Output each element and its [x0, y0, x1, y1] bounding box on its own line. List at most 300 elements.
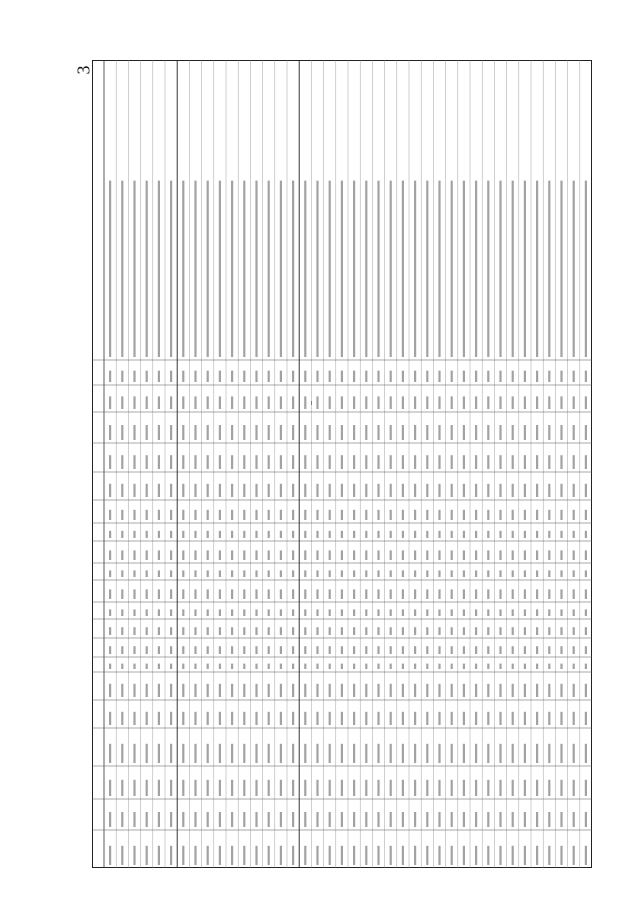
illegible-cell-text	[292, 589, 294, 599]
illegible-cell-text	[146, 484, 148, 497]
illegible-cell-text	[353, 684, 355, 697]
illegible-cell-text	[194, 646, 196, 654]
illegible-cell-text	[316, 181, 318, 357]
illegible-cell-text	[280, 609, 282, 616]
illegible-cell-text	[426, 396, 428, 409]
illegible-cell-text	[133, 425, 135, 440]
illegible-cell-text	[560, 664, 562, 669]
illegible-cell-text	[231, 425, 233, 440]
illegible-cell-text	[353, 712, 355, 725]
illegible-cell-text	[133, 846, 135, 865]
illegible-cell-text	[548, 812, 550, 827]
illegible-cell-text	[548, 627, 550, 635]
illegible-cell-text	[146, 531, 148, 538]
illegible-cell-text	[121, 744, 123, 763]
illegible-cell-text	[109, 570, 111, 577]
illegible-cell-text	[451, 664, 453, 669]
illegible-cell-text	[377, 646, 379, 654]
illegible-cell-text	[390, 425, 392, 440]
illegible-cell-text	[146, 627, 148, 635]
illegible-cell-text	[268, 396, 270, 409]
illegible-cell-text	[512, 455, 514, 469]
illegible-cell-text	[365, 712, 367, 725]
illegible-cell-text	[536, 609, 538, 616]
illegible-cell-text	[341, 627, 343, 635]
illegible-cell-text	[426, 371, 428, 382]
illegible-cell-text	[573, 684, 575, 697]
illegible-cell-text	[133, 664, 135, 669]
illegible-cell-text	[207, 780, 209, 796]
illegible-cell-text	[219, 425, 221, 440]
illegible-cell-text	[512, 646, 514, 654]
illegible-cell-text	[158, 371, 160, 382]
illegible-cell-text	[255, 484, 257, 497]
illegible-cell-text	[548, 484, 550, 497]
illegible-cell-text	[536, 646, 538, 654]
illegible-cell-text	[524, 425, 526, 440]
illegible-cell-text	[512, 684, 514, 697]
illegible-cell-text	[341, 550, 343, 560]
illegible-cell-text	[524, 455, 526, 469]
illegible-cell-text	[146, 664, 148, 669]
illegible-cell-text	[487, 684, 489, 697]
illegible-cell-text	[536, 712, 538, 725]
illegible-cell-text	[475, 570, 477, 577]
illegible-cell-text	[231, 455, 233, 469]
illegible-cell-text	[365, 570, 367, 577]
illegible-cell-text	[109, 181, 111, 357]
illegible-cell-text	[548, 684, 550, 697]
illegible-cell-text	[268, 550, 270, 560]
illegible-cell-text	[451, 684, 453, 697]
illegible-cell-text	[524, 780, 526, 796]
illegible-cell-text	[170, 589, 172, 599]
illegible-cell-text	[341, 609, 343, 616]
illegible-cell-text	[243, 744, 245, 763]
illegible-cell-text	[121, 812, 123, 827]
illegible-cell-text	[182, 531, 184, 538]
illegible-cell-text	[292, 744, 294, 763]
illegible-cell-text	[109, 510, 111, 520]
illegible-cell-text	[475, 609, 477, 616]
illegible-cell-text	[158, 589, 160, 599]
illegible-cell-text	[109, 646, 111, 654]
illegible-cell-text	[182, 396, 184, 409]
illegible-cell-text	[475, 744, 477, 763]
illegible-cell-text	[329, 455, 331, 469]
illegible-cell-text	[231, 664, 233, 669]
illegible-cell-text	[182, 425, 184, 440]
illegible-cell-text	[536, 396, 538, 409]
illegible-cell-text	[219, 550, 221, 560]
illegible-cell-text	[170, 646, 172, 654]
illegible-cell-text	[451, 780, 453, 796]
illegible-cell-text	[194, 371, 196, 382]
illegible-cell-text	[487, 455, 489, 469]
illegible-cell-text	[402, 181, 404, 357]
illegible-cell-text	[560, 812, 562, 827]
illegible-cell-text	[475, 712, 477, 725]
illegible-cell-text	[402, 684, 404, 697]
illegible-cell-text	[243, 550, 245, 560]
illegible-cell-text	[560, 609, 562, 616]
illegible-cell-text	[438, 484, 440, 497]
illegible-cell-text	[243, 455, 245, 469]
illegible-cell-text	[353, 589, 355, 599]
illegible-cell-text	[304, 371, 306, 382]
illegible-cell-text	[329, 531, 331, 538]
illegible-cell-text	[194, 684, 196, 697]
illegible-cell-text	[499, 589, 501, 599]
illegible-cell-text	[219, 531, 221, 538]
illegible-cell-text	[365, 589, 367, 599]
illegible-cell-text	[170, 531, 172, 538]
illegible-cell-text	[316, 531, 318, 538]
illegible-cell-text	[292, 455, 294, 469]
illegible-cell-text	[292, 531, 294, 538]
illegible-cell-text	[426, 627, 428, 635]
illegible-cell-text	[207, 744, 209, 763]
illegible-cell-text	[109, 627, 111, 635]
illegible-cell-text	[451, 570, 453, 577]
illegible-cell-text	[146, 181, 148, 357]
illegible-cell-text	[463, 627, 465, 635]
illegible-cell-text	[304, 484, 306, 497]
illegible-cell-text	[451, 589, 453, 599]
illegible-cell-text	[255, 812, 257, 827]
illegible-cell-text	[475, 627, 477, 635]
illegible-cell-text	[304, 550, 306, 560]
illegible-cell-text	[536, 664, 538, 669]
illegible-cell-text	[499, 425, 501, 440]
illegible-cell-text	[292, 780, 294, 796]
illegible-cell-text	[585, 812, 587, 827]
illegible-cell-text	[377, 371, 379, 382]
illegible-cell-text	[194, 510, 196, 520]
illegible-cell-text	[207, 531, 209, 538]
illegible-cell-text	[146, 684, 148, 697]
illegible-cell-text	[475, 396, 477, 409]
illegible-cell-text	[194, 531, 196, 538]
illegible-cell-text	[402, 846, 404, 865]
illegible-cell-text	[499, 396, 501, 409]
illegible-cell-text	[243, 609, 245, 616]
illegible-cell-text	[414, 425, 416, 440]
illegible-cell-text	[402, 664, 404, 669]
illegible-cell-text	[280, 812, 282, 827]
illegible-cell-text	[182, 744, 184, 763]
illegible-cell-text	[536, 812, 538, 827]
illegible-cell-text	[280, 510, 282, 520]
illegible-cell-text	[524, 627, 526, 635]
illegible-cell-text	[316, 846, 318, 865]
illegible-cell-text	[255, 712, 257, 725]
illegible-cell-text	[585, 846, 587, 865]
illegible-cell-text	[304, 425, 306, 440]
illegible-cell-text	[329, 550, 331, 560]
illegible-cell-text	[512, 609, 514, 616]
illegible-cell-text	[268, 531, 270, 538]
illegible-cell-text	[390, 371, 392, 382]
illegible-cell-text	[585, 744, 587, 763]
illegible-cell-text	[341, 484, 343, 497]
illegible-cell-text	[536, 627, 538, 635]
illegible-cell-text	[329, 646, 331, 654]
illegible-cell-text	[548, 846, 550, 865]
illegible-cell-text	[243, 396, 245, 409]
illegible-cell-text	[365, 646, 367, 654]
illegible-cell-text	[438, 646, 440, 654]
illegible-cell-text	[207, 550, 209, 560]
illegible-cell-text	[499, 371, 501, 382]
illegible-cell-text	[170, 780, 172, 796]
illegible-cell-text	[255, 684, 257, 697]
illegible-cell-text	[329, 812, 331, 827]
illegible-cell-text	[109, 744, 111, 763]
illegible-cell-text	[573, 570, 575, 577]
illegible-cell-text	[499, 627, 501, 635]
illegible-cell-text	[329, 181, 331, 357]
illegible-cell-text	[402, 646, 404, 654]
illegible-cell-text	[536, 846, 538, 865]
illegible-cell-text	[402, 744, 404, 763]
illegible-cell-text	[573, 531, 575, 538]
illegible-cell-text	[414, 396, 416, 409]
illegible-cell-text	[377, 744, 379, 763]
illegible-cell-text	[146, 425, 148, 440]
illegible-cell-text	[255, 846, 257, 865]
illegible-cell-text	[585, 780, 587, 796]
illegible-cell-text	[109, 589, 111, 599]
illegible-cell-text	[377, 664, 379, 669]
illegible-cell-text	[414, 570, 416, 577]
illegible-cell-text	[255, 646, 257, 654]
illegible-cell-text	[402, 396, 404, 409]
illegible-cell-text	[402, 712, 404, 725]
illegible-cell-text	[219, 396, 221, 409]
illegible-cell-text	[548, 531, 550, 538]
illegible-cell-text	[451, 455, 453, 469]
illegible-cell-text	[304, 510, 306, 520]
illegible-cell-text	[451, 484, 453, 497]
illegible-cell-text	[329, 780, 331, 796]
illegible-cell-text	[585, 181, 587, 357]
illegible-cell-text	[560, 712, 562, 725]
illegible-cell-text	[316, 744, 318, 763]
illegible-cell-text	[426, 550, 428, 560]
illegible-cell-text	[499, 531, 501, 538]
illegible-cell-text	[512, 664, 514, 669]
illegible-cell-text	[316, 609, 318, 616]
illegible-cell-text	[463, 396, 465, 409]
illegible-cell-text	[499, 684, 501, 697]
illegible-cell-text	[109, 371, 111, 382]
illegible-cell-text	[194, 812, 196, 827]
illegible-cell-text	[390, 181, 392, 357]
illegible-cell-text	[377, 846, 379, 865]
illegible-cell-text	[207, 664, 209, 669]
illegible-cell-text	[268, 627, 270, 635]
illegible-cell-text	[182, 780, 184, 796]
illegible-cell-text	[231, 812, 233, 827]
illegible-cell-text	[158, 627, 160, 635]
illegible-cell-text	[304, 780, 306, 796]
illegible-cell-text	[377, 396, 379, 409]
illegible-cell-text	[390, 550, 392, 560]
illegible-cell-text	[109, 684, 111, 697]
illegible-cell-text	[451, 425, 453, 440]
illegible-cell-text	[182, 812, 184, 827]
illegible-cell-text	[414, 510, 416, 520]
illegible-cell-text	[194, 744, 196, 763]
illegible-cell-text	[475, 780, 477, 796]
illegible-cell-text	[475, 484, 477, 497]
illegible-cell-text	[499, 664, 501, 669]
illegible-cell-text	[390, 609, 392, 616]
illegible-cell-text	[524, 550, 526, 560]
illegible-cell-text	[341, 646, 343, 654]
illegible-cell-text	[231, 550, 233, 560]
illegible-cell-text	[280, 455, 282, 469]
illegible-cell-text	[524, 510, 526, 520]
illegible-cell-text	[390, 646, 392, 654]
illegible-cell-text	[438, 627, 440, 635]
illegible-cell-text	[268, 712, 270, 725]
illegible-cell-text	[585, 531, 587, 538]
illegible-cell-text	[426, 455, 428, 469]
illegible-cell-text	[207, 455, 209, 469]
illegible-cell-text	[316, 712, 318, 725]
illegible-cell-text	[414, 627, 416, 635]
illegible-cell-text	[487, 570, 489, 577]
illegible-cell-text	[341, 712, 343, 725]
illegible-cell-text	[255, 510, 257, 520]
illegible-cell-text	[292, 812, 294, 827]
illegible-cell-text	[341, 812, 343, 827]
illegible-cell-text	[182, 589, 184, 599]
illegible-cell-text	[548, 550, 550, 560]
illegible-cell-text	[426, 570, 428, 577]
illegible-cell-text	[560, 531, 562, 538]
illegible-cell-text	[560, 589, 562, 599]
illegible-cell-text	[536, 780, 538, 796]
illegible-cell-text	[280, 664, 282, 669]
illegible-cell-text	[268, 609, 270, 616]
illegible-cell-text	[365, 627, 367, 635]
illegible-cell-text	[207, 181, 209, 357]
illegible-cell-text	[170, 510, 172, 520]
illegible-cell-text	[292, 570, 294, 577]
illegible-cell-text	[231, 609, 233, 616]
illegible-cell-text	[133, 646, 135, 654]
illegible-cell-text	[341, 664, 343, 669]
illegible-cell-text	[341, 684, 343, 697]
illegible-cell-text	[353, 510, 355, 520]
illegible-cell-text	[426, 646, 428, 654]
illegible-cell-text	[438, 609, 440, 616]
illegible-cell-text	[524, 684, 526, 697]
illegible-cell-text	[499, 812, 501, 827]
illegible-cell-text	[377, 181, 379, 357]
illegible-cell-text	[353, 846, 355, 865]
illegible-cell-text	[402, 589, 404, 599]
illegible-cell-text	[268, 684, 270, 697]
illegible-cell-text	[170, 684, 172, 697]
illegible-cell-text	[438, 846, 440, 865]
illegible-cell-text	[170, 425, 172, 440]
illegible-cell-text	[560, 510, 562, 520]
illegible-cell-text	[280, 570, 282, 577]
illegible-cell-text	[426, 744, 428, 763]
illegible-cell-text	[475, 664, 477, 669]
illegible-cell-text	[194, 396, 196, 409]
illegible-cell-text	[524, 371, 526, 382]
illegible-cell-text	[219, 371, 221, 382]
illegible-cell-text	[121, 712, 123, 725]
illegible-cell-text	[463, 531, 465, 538]
illegible-cell-text	[109, 425, 111, 440]
illegible-cell-text	[316, 371, 318, 382]
illegible-cell-text	[304, 812, 306, 827]
illegible-cell-text	[341, 570, 343, 577]
illegible-cell-text	[463, 646, 465, 654]
illegible-cell-text	[207, 712, 209, 725]
illegible-cell-text	[585, 664, 587, 669]
illegible-cell-text	[512, 627, 514, 635]
illegible-cell-text	[402, 455, 404, 469]
illegible-cell-text	[524, 609, 526, 616]
illegible-cell-text	[536, 371, 538, 382]
page-number: 3	[73, 65, 94, 75]
illegible-cell-text	[512, 484, 514, 497]
illegible-cell-text	[219, 712, 221, 725]
illegible-cell-text	[280, 589, 282, 599]
illegible-cell-text	[475, 846, 477, 865]
illegible-cell-text	[194, 664, 196, 669]
illegible-cell-text	[487, 664, 489, 669]
illegible-cell-text	[475, 455, 477, 469]
illegible-cell-text	[560, 570, 562, 577]
illegible-cell-text	[390, 570, 392, 577]
illegible-cell-text	[512, 531, 514, 538]
illegible-cell-text	[280, 712, 282, 725]
illegible-cell-text	[475, 589, 477, 599]
illegible-cell-text	[536, 589, 538, 599]
illegible-cell-text	[438, 684, 440, 697]
illegible-cell-text	[219, 646, 221, 654]
illegible-cell-text	[109, 846, 111, 865]
illegible-cell-text	[451, 550, 453, 560]
illegible-cell-text	[341, 396, 343, 409]
illegible-cell-text	[231, 510, 233, 520]
illegible-cell-text	[316, 780, 318, 796]
illegible-cell-text	[255, 181, 257, 357]
illegible-cell-text	[109, 780, 111, 796]
illegible-cell-text	[560, 550, 562, 560]
illegible-cell-text	[475, 510, 477, 520]
illegible-cell-text	[377, 589, 379, 599]
illegible-cell-text	[194, 712, 196, 725]
illegible-cell-text	[365, 396, 367, 409]
illegible-cell-text	[499, 570, 501, 577]
illegible-cell-text	[524, 646, 526, 654]
illegible-cell-text	[536, 181, 538, 357]
illegible-cell-text	[499, 455, 501, 469]
illegible-cell-text	[560, 744, 562, 763]
illegible-cell-text	[219, 846, 221, 865]
illegible-cell-text	[438, 812, 440, 827]
illegible-cell-text	[463, 455, 465, 469]
